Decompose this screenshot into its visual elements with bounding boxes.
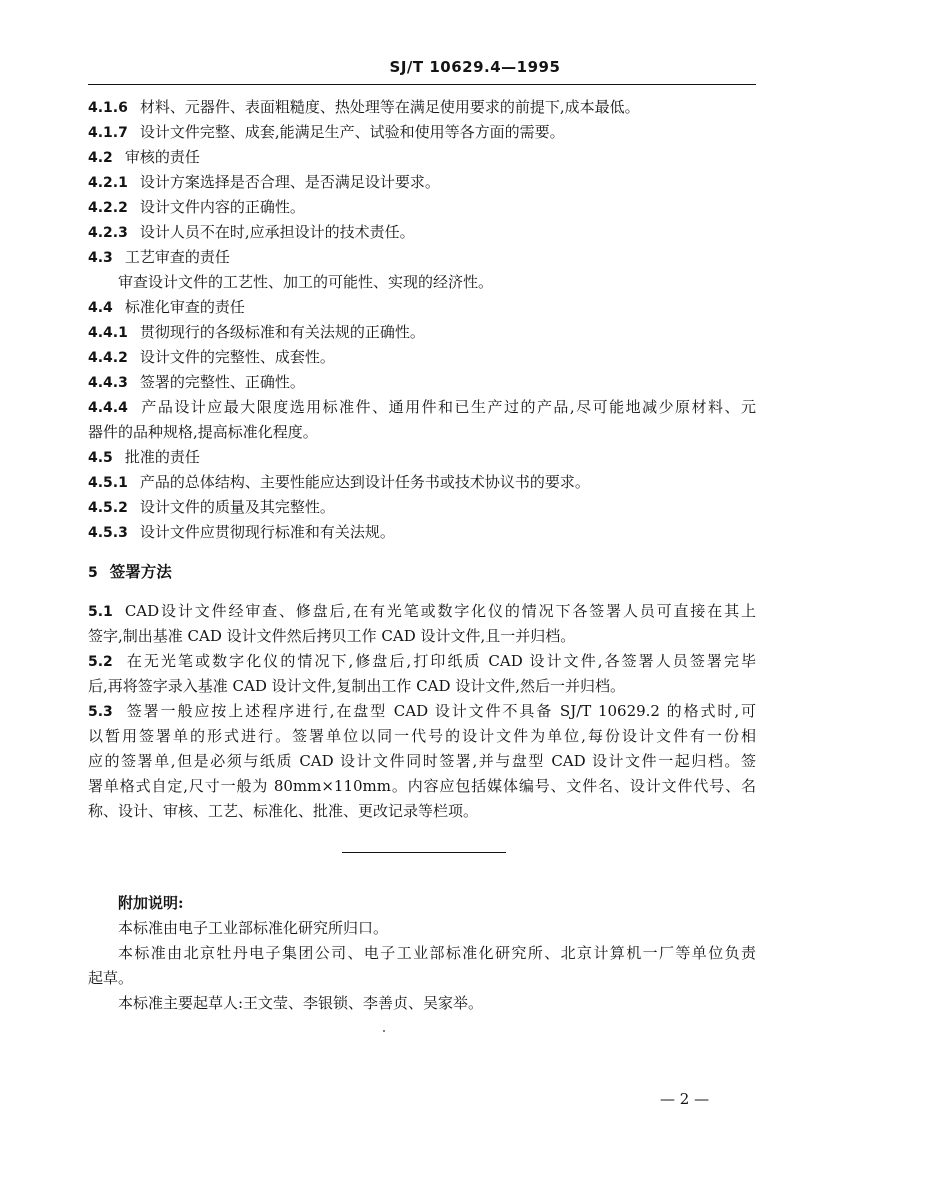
clause-5-2 [88,649,756,674]
clause-number: 4.4.4 [88,400,128,416]
notes-line: 本标准由电子工业部标准化研究所归口。 [118,919,389,937]
clause-4-3-body [118,270,493,294]
clause-text: 批准的责任 [124,448,200,466]
standard-header: SJ/T 10629.4—1995 [389,58,561,76]
clause-4-4 [88,295,245,320]
clause-4-2 [88,145,200,170]
clause-number: 4.2.2 [88,200,128,216]
clause-number: 4.4 [88,300,113,316]
notes-line: 起草。 [88,969,134,987]
clause-text: 设计方案选择是否合理、是否满足设计要求。 [139,173,440,191]
clause-text: CAD设计文件经审查、修盘后,在有光笔或数字化仪的情况下各签署人员可直接在其上 [124,602,756,620]
section-5-heading [88,560,172,585]
clause-text: 称、设计、审核、工艺、标准化、批准、更改记录等栏项。 [88,802,479,820]
clause-text: 设计人员不在时,应承担设计的技术责任。 [139,223,415,241]
clause-number: 4.4.1 [88,325,128,341]
clause-5-3-cont-2 [88,749,756,773]
clause-text: 设计文件完整、成套,能满足生产、试验和使用等各方面的需要。 [139,123,565,141]
clause-number: 4.3 [88,250,113,266]
clause-number: 4.5.3 [88,525,128,541]
clause-text: 署单格式自定,尺寸一般为 80mm×110mm。内容应包括媒体编号、文件名、设计文件代号、名 [88,777,756,795]
clause-text: 在无光笔或数字化仪的情况下,修盘后,打印纸质 CAD 设计文件,各签署人员签署完毕 [124,652,756,670]
clause-text: 产品的总体结构、主要性能应达到设计任务书或技术协议书的要求。 [139,473,590,491]
clause-5-3 [88,699,756,724]
clause-text: 产品设计应最大限度选用标准件、通用件和已生产过的产品,尽可能地减少原材料、元 [139,398,756,416]
clause-text: 签署一般应按上述程序进行,在盘型 CAD 设计文件不具备 SJ/T 10629.2 的格式时,可 [124,702,756,720]
clause-5-2-cont [88,674,625,698]
clause-5-3-cont-1 [88,724,756,748]
notes-title: 附加说明: [118,894,184,912]
clause-text: 器件的品种规格,提高标准化程度。 [88,423,318,441]
clause-text: 审查设计文件的工艺性、加工的可能性、实现的经济性。 [118,273,494,291]
clause-number: 4.1.7 [88,125,128,141]
clause-number: 4.5.2 [88,500,128,516]
clause-text: 设计文件的完整性、成套性。 [139,348,335,366]
notes-line: 本标准由北京牡丹电子集团公司、电子工业部标准化研究所、北京计算机一厂等单位负责 [118,944,756,962]
section-number: 5 [88,565,98,581]
clause-text: 后,再将签字录入基准 CAD 设计文件,复制出工作 CAD 设计文件,然后一并归档。 [88,677,626,695]
clause-4-5-3 [88,520,395,545]
clause-4-2-1 [88,170,440,195]
clause-text: 设计文件内容的正确性。 [139,198,305,216]
section-title: 签署方法 [109,562,172,581]
clause-4-4-3 [88,370,305,395]
clause-text: 标准化审查的责任 [124,298,245,316]
clause-text: 设计文件的质量及其完整性。 [139,498,335,516]
clause-number: 4.5 [88,450,113,466]
scan-speck [383,1030,385,1032]
clause-4-5-2 [88,495,335,520]
clause-text: 审核的责任 [124,148,200,166]
clause-text: 设计文件应贯彻现行标准和有关法规。 [139,523,395,541]
clause-4-1-6 [88,95,640,120]
clause-4-5-1 [88,470,590,495]
clause-number: 4.1.6 [88,100,128,116]
clause-number: 5.2 [88,654,113,670]
clause-number: 5.3 [88,704,113,720]
clause-text: 签署的完整性、正确性。 [139,373,305,391]
clause-5-1-cont [88,624,575,648]
page-number: — 2 — [660,1090,710,1108]
clause-text: 工艺审查的责任 [124,248,230,266]
clause-number: 4.5.1 [88,475,128,491]
clause-text: 签字,制出基准 CAD 设计文件然后拷贝工作 CAD 设计文件,且一并归档。 [88,627,576,645]
clause-number: 4.4.2 [88,350,128,366]
clause-4-4-4-cont [88,420,318,444]
clause-number: 4.2.1 [88,175,128,191]
clause-5-3-cont-4 [88,799,478,823]
clause-number: 4.2 [88,150,113,166]
clause-4-4-4 [88,395,756,420]
clause-4-2-3 [88,220,415,245]
clause-5-1 [88,599,756,624]
clause-4-4-1 [88,320,425,345]
clause-4-4-2 [88,345,335,370]
clause-4-3 [88,245,230,270]
clause-number: 4.4.3 [88,375,128,391]
end-divider [342,852,506,853]
clause-number: 5.1 [88,604,113,620]
clause-number: 4.2.3 [88,225,128,241]
clause-text: 材料、元器件、表面粗糙度、热处理等在满足使用要求的前提下,成本最低。 [139,98,640,116]
notes-line: 本标准主要起草人:王文莹、李银锁、李善贞、吴家举。 [118,994,484,1012]
clause-text: 应的签署单,但是必须与纸质 CAD 设计文件同时签署,并与盘型 CAD 设计文件一起归档。签 [88,752,756,770]
clause-text: 贯彻现行的各级标准和有关法规的正确性。 [139,323,425,341]
header-rule [88,84,756,85]
clause-5-3-cont-3 [88,774,756,798]
clause-4-2-2 [88,195,305,220]
clause-4-5 [88,445,200,470]
clause-4-1-7 [88,120,565,145]
clause-text: 以暂用签署单的形式进行。签署单位以同一代号的设计文件为单位,每份设计文件有一份相 [88,727,756,745]
